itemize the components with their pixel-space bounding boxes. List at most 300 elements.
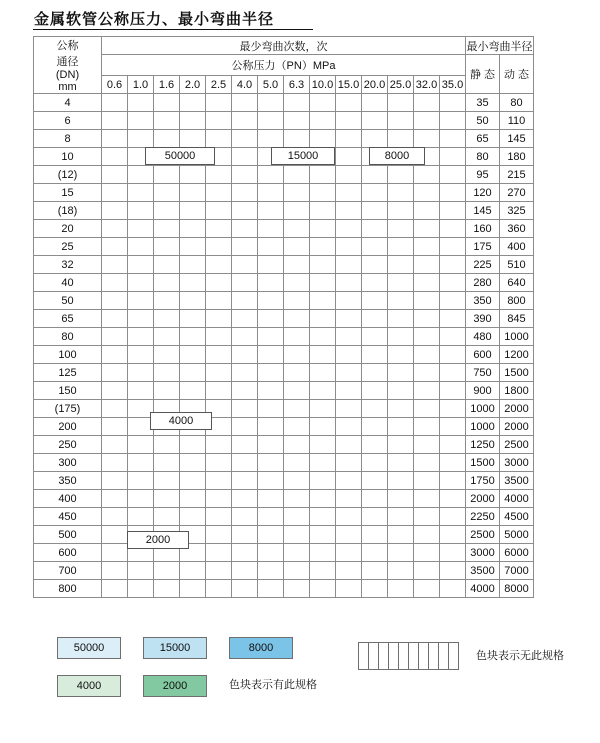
cell-r7-c13 xyxy=(440,220,466,238)
cell-r12-c3 xyxy=(180,310,206,328)
row-dynamic-radius: 1800 xyxy=(500,382,534,400)
table-row xyxy=(34,364,534,382)
cell-r7-c6 xyxy=(258,220,284,238)
cell-r16-c1 xyxy=(128,382,154,400)
cell-r0-c8 xyxy=(310,94,336,112)
row-dn: 65 xyxy=(34,310,102,328)
callout-4: 2000 xyxy=(127,531,189,549)
cell-r3-c9 xyxy=(336,148,362,166)
legend-box-50000: 50000 xyxy=(57,637,121,659)
cell-r11-c0 xyxy=(102,292,128,310)
row-dynamic-radius: 510 xyxy=(500,256,534,274)
cell-r8-c0 xyxy=(102,238,128,256)
cell-r26-c5 xyxy=(232,562,258,580)
cell-r6-c1 xyxy=(128,202,154,220)
cell-r0-c4 xyxy=(206,94,232,112)
row-static-radius: 120 xyxy=(466,184,500,202)
row-dynamic-radius: 400 xyxy=(500,238,534,256)
cell-r18-c11 xyxy=(388,418,414,436)
cell-r20-c6 xyxy=(258,454,284,472)
cell-r27-c2 xyxy=(154,580,180,598)
cell-r24-c9 xyxy=(336,526,362,544)
cell-r4-c0 xyxy=(102,166,128,184)
cell-r17-c11 xyxy=(388,400,414,418)
pressure-col-6: 5.0 xyxy=(258,76,284,94)
cell-r14-c4 xyxy=(206,346,232,364)
cell-r19-c11 xyxy=(388,436,414,454)
cell-r22-c6 xyxy=(258,490,284,508)
cell-r4-c9 xyxy=(336,166,362,184)
cell-r23-c4 xyxy=(206,508,232,526)
cell-r26-c6 xyxy=(258,562,284,580)
cell-r25-c4 xyxy=(206,544,232,562)
cell-r17-c10 xyxy=(362,400,388,418)
cell-r2-c9 xyxy=(336,130,362,148)
cell-r23-c13 xyxy=(440,508,466,526)
row-static-radius: 2500 xyxy=(466,526,500,544)
cell-r2-c7 xyxy=(284,130,310,148)
callout-1: 15000 xyxy=(271,147,335,165)
cell-r24-c4 xyxy=(206,526,232,544)
cell-r15-c11 xyxy=(388,364,414,382)
cell-r0-c0 xyxy=(102,94,128,112)
cell-r15-c5 xyxy=(232,364,258,382)
cell-r2-c13 xyxy=(440,130,466,148)
cell-r10-c0 xyxy=(102,274,128,292)
row-dynamic-radius: 2000 xyxy=(500,418,534,436)
cell-r23-c5 xyxy=(232,508,258,526)
cell-r0-c5 xyxy=(232,94,258,112)
cell-r12-c1 xyxy=(128,310,154,328)
cell-r11-c6 xyxy=(258,292,284,310)
cell-r20-c11 xyxy=(388,454,414,472)
cell-r20-c9 xyxy=(336,454,362,472)
cell-r23-c7 xyxy=(284,508,310,526)
cell-r16-c3 xyxy=(180,382,206,400)
row-static-radius: 2000 xyxy=(466,490,500,508)
cell-r9-c8 xyxy=(310,256,336,274)
cell-r21-c13 xyxy=(440,472,466,490)
row-dynamic-radius: 110 xyxy=(500,112,534,130)
table-row xyxy=(34,436,534,454)
cell-r20-c1 xyxy=(128,454,154,472)
cell-r22-c4 xyxy=(206,490,232,508)
legend-box-15000: 15000 xyxy=(143,637,207,659)
cell-r11-c12 xyxy=(414,292,440,310)
header-dn xyxy=(34,37,102,94)
cell-r10-c13 xyxy=(440,274,466,292)
cell-r9-c4 xyxy=(206,256,232,274)
cell-r6-c7 xyxy=(284,202,310,220)
row-dynamic-radius: 5000 xyxy=(500,526,534,544)
cell-r10-c8 xyxy=(310,274,336,292)
cell-r1-c12 xyxy=(414,112,440,130)
cell-r13-c11 xyxy=(388,328,414,346)
cell-r1-c10 xyxy=(362,112,388,130)
row-dn: (18) xyxy=(34,202,102,220)
cell-r15-c3 xyxy=(180,364,206,382)
cell-r21-c1 xyxy=(128,472,154,490)
cell-r1-c1 xyxy=(128,112,154,130)
row-dn: 150 xyxy=(34,382,102,400)
cell-r15-c1 xyxy=(128,364,154,382)
row-static-radius: 145 xyxy=(466,202,500,220)
pressure-col-4: 2.5 xyxy=(206,76,232,94)
callout-3: 4000 xyxy=(150,412,212,430)
cell-r9-c9 xyxy=(336,256,362,274)
cell-r12-c6 xyxy=(258,310,284,328)
cell-r2-c5 xyxy=(232,130,258,148)
cell-r14-c6 xyxy=(258,346,284,364)
cell-r11-c7 xyxy=(284,292,310,310)
cell-r17-c5 xyxy=(232,400,258,418)
cell-r20-c12 xyxy=(414,454,440,472)
cell-r11-c4 xyxy=(206,292,232,310)
row-static-radius: 4000 xyxy=(466,580,500,598)
cell-r2-c0 xyxy=(102,130,128,148)
callout-2: 8000 xyxy=(369,147,425,165)
row-static-radius: 2250 xyxy=(466,508,500,526)
cell-r7-c8 xyxy=(310,220,336,238)
cell-r18-c6 xyxy=(258,418,284,436)
cell-r11-c1 xyxy=(128,292,154,310)
cell-r12-c10 xyxy=(362,310,388,328)
row-static-radius: 1500 xyxy=(466,454,500,472)
cell-r22-c8 xyxy=(310,490,336,508)
table-row xyxy=(34,166,534,184)
cell-r6-c13 xyxy=(440,202,466,220)
cell-r5-c6 xyxy=(258,184,284,202)
cell-r1-c6 xyxy=(258,112,284,130)
cell-r1-c13 xyxy=(440,112,466,130)
cell-r7-c10 xyxy=(362,220,388,238)
cell-r24-c10 xyxy=(362,526,388,544)
row-dn: 450 xyxy=(34,508,102,526)
cell-r25-c9 xyxy=(336,544,362,562)
cell-r16-c10 xyxy=(362,382,388,400)
cell-r5-c1 xyxy=(128,184,154,202)
cell-r6-c4 xyxy=(206,202,232,220)
cell-r15-c7 xyxy=(284,364,310,382)
cell-r22-c7 xyxy=(284,490,310,508)
cell-r19-c4 xyxy=(206,436,232,454)
cell-r3-c13 xyxy=(440,148,466,166)
cell-r5-c2 xyxy=(154,184,180,202)
cell-r4-c10 xyxy=(362,166,388,184)
cell-r24-c11 xyxy=(388,526,414,544)
row-dn: 6 xyxy=(34,112,102,130)
cell-r10-c1 xyxy=(128,274,154,292)
cell-r8-c7 xyxy=(284,238,310,256)
row-static-radius: 350 xyxy=(466,292,500,310)
row-static-radius: 95 xyxy=(466,166,500,184)
row-static-radius: 65 xyxy=(466,130,500,148)
row-dynamic-radius: 325 xyxy=(500,202,534,220)
cell-r6-c9 xyxy=(336,202,362,220)
cell-r8-c8 xyxy=(310,238,336,256)
cell-r15-c12 xyxy=(414,364,440,382)
cell-r13-c9 xyxy=(336,328,362,346)
cell-r14-c11 xyxy=(388,346,414,364)
cell-r21-c4 xyxy=(206,472,232,490)
cell-r20-c7 xyxy=(284,454,310,472)
cell-r24-c5 xyxy=(232,526,258,544)
cell-r1-c7 xyxy=(284,112,310,130)
pressure-col-13: 35.0 xyxy=(440,76,466,94)
cell-r2-c11 xyxy=(388,130,414,148)
page-title: 金属软管公称压力、最小弯曲半径 xyxy=(34,11,275,28)
cell-r4-c3 xyxy=(180,166,206,184)
cell-r27-c4 xyxy=(206,580,232,598)
cell-r10-c6 xyxy=(258,274,284,292)
row-dynamic-radius: 800 xyxy=(500,292,534,310)
cell-r11-c2 xyxy=(154,292,180,310)
header-radius: 最小弯曲半径 xyxy=(466,37,534,55)
table-row xyxy=(34,292,534,310)
cell-r12-c0 xyxy=(102,310,128,328)
row-static-radius: 480 xyxy=(466,328,500,346)
cell-r19-c2 xyxy=(154,436,180,454)
cell-r26-c8 xyxy=(310,562,336,580)
cell-r23-c9 xyxy=(336,508,362,526)
cell-r2-c8 xyxy=(310,130,336,148)
cell-r13-c1 xyxy=(128,328,154,346)
cell-r1-c4 xyxy=(206,112,232,130)
cell-r8-c12 xyxy=(414,238,440,256)
row-dn: 8 xyxy=(34,130,102,148)
pressure-col-9: 15.0 xyxy=(336,76,362,94)
header-dn-line2: 通径 xyxy=(56,56,79,68)
row-static-radius: 390 xyxy=(466,310,500,328)
cell-r22-c1 xyxy=(128,490,154,508)
pressure-col-11: 25.0 xyxy=(388,76,414,94)
cell-r26-c13 xyxy=(440,562,466,580)
cell-r22-c5 xyxy=(232,490,258,508)
cell-r10-c11 xyxy=(388,274,414,292)
cell-r14-c2 xyxy=(154,346,180,364)
cell-r26-c9 xyxy=(336,562,362,580)
pressure-column-headers xyxy=(34,76,534,94)
row-dynamic-radius: 2000 xyxy=(500,400,534,418)
cell-r2-c1 xyxy=(128,130,154,148)
cell-r14-c0 xyxy=(102,346,128,364)
cell-r16-c6 xyxy=(258,382,284,400)
table-row xyxy=(34,94,534,112)
row-dynamic-radius: 4500 xyxy=(500,508,534,526)
cell-r17-c0 xyxy=(102,400,128,418)
cell-r8-c10 xyxy=(362,238,388,256)
cell-r21-c7 xyxy=(284,472,310,490)
cell-r4-c13 xyxy=(440,166,466,184)
cell-r21-c8 xyxy=(310,472,336,490)
cell-r18-c5 xyxy=(232,418,258,436)
row-dn: 80 xyxy=(34,328,102,346)
cell-r5-c11 xyxy=(388,184,414,202)
row-dynamic-radius: 3500 xyxy=(500,472,534,490)
cell-r5-c12 xyxy=(414,184,440,202)
cell-r14-c3 xyxy=(180,346,206,364)
cell-r13-c0 xyxy=(102,328,128,346)
cell-r4-c12 xyxy=(414,166,440,184)
cell-r15-c6 xyxy=(258,364,284,382)
row-dynamic-radius: 80 xyxy=(500,94,534,112)
cell-r12-c13 xyxy=(440,310,466,328)
cell-r25-c7 xyxy=(284,544,310,562)
cell-r2-c6 xyxy=(258,130,284,148)
cell-r22-c0 xyxy=(102,490,128,508)
table-row xyxy=(34,418,534,436)
cell-r27-c1 xyxy=(128,580,154,598)
row-static-radius: 750 xyxy=(466,364,500,382)
cell-r27-c10 xyxy=(362,580,388,598)
table-row xyxy=(34,382,534,400)
row-dn: 300 xyxy=(34,454,102,472)
cell-r4-c4 xyxy=(206,166,232,184)
cell-r10-c10 xyxy=(362,274,388,292)
row-static-radius: 1000 xyxy=(466,418,500,436)
header-static: 静 态 xyxy=(466,55,500,94)
cell-r13-c12 xyxy=(414,328,440,346)
cell-r9-c5 xyxy=(232,256,258,274)
cell-r11-c9 xyxy=(336,292,362,310)
cell-r2-c10 xyxy=(362,130,388,148)
cell-r12-c8 xyxy=(310,310,336,328)
table-row xyxy=(34,184,534,202)
cell-r16-c5 xyxy=(232,382,258,400)
cell-r16-c12 xyxy=(414,382,440,400)
cell-r23-c2 xyxy=(154,508,180,526)
cell-r5-c0 xyxy=(102,184,128,202)
cell-r25-c13 xyxy=(440,544,466,562)
cell-r9-c3 xyxy=(180,256,206,274)
cell-r0-c6 xyxy=(258,94,284,112)
cell-r4-c1 xyxy=(128,166,154,184)
pressure-col-8: 10.0 xyxy=(310,76,336,94)
cell-r12-c7 xyxy=(284,310,310,328)
cell-r27-c9 xyxy=(336,580,362,598)
cell-r26-c1 xyxy=(128,562,154,580)
cell-r24-c0 xyxy=(102,526,128,544)
row-static-radius: 160 xyxy=(466,220,500,238)
row-dynamic-radius: 180 xyxy=(500,148,534,166)
cell-r4-c2 xyxy=(154,166,180,184)
header-pressure: 公称压力（PN）MPa xyxy=(102,55,466,76)
cell-r18-c13 xyxy=(440,418,466,436)
row-dn: (12) xyxy=(34,166,102,184)
cell-r0-c7 xyxy=(284,94,310,112)
title-underline xyxy=(33,29,313,30)
cell-r13-c2 xyxy=(154,328,180,346)
cell-r5-c8 xyxy=(310,184,336,202)
cell-r19-c10 xyxy=(362,436,388,454)
row-static-radius: 1750 xyxy=(466,472,500,490)
cell-r25-c10 xyxy=(362,544,388,562)
cell-r5-c9 xyxy=(336,184,362,202)
cell-r2-c3 xyxy=(180,130,206,148)
cell-r18-c9 xyxy=(336,418,362,436)
cell-r8-c13 xyxy=(440,238,466,256)
table-header xyxy=(34,37,534,94)
table-row xyxy=(34,490,534,508)
cell-r13-c7 xyxy=(284,328,310,346)
cell-r27-c12 xyxy=(414,580,440,598)
cell-r9-c0 xyxy=(102,256,128,274)
row-static-radius: 35 xyxy=(466,94,500,112)
cell-r19-c0 xyxy=(102,436,128,454)
legend-blank-sample xyxy=(358,642,459,670)
row-static-radius: 225 xyxy=(466,256,500,274)
row-dn: 40 xyxy=(34,274,102,292)
cell-r5-c3 xyxy=(180,184,206,202)
cell-r27-c0 xyxy=(102,580,128,598)
callout-0: 50000 xyxy=(145,147,215,165)
cell-r14-c5 xyxy=(232,346,258,364)
cell-r11-c11 xyxy=(388,292,414,310)
cell-r10-c5 xyxy=(232,274,258,292)
cell-r12-c11 xyxy=(388,310,414,328)
cell-r23-c12 xyxy=(414,508,440,526)
header-dn-line1: 公称 xyxy=(56,40,79,52)
cell-r0-c9 xyxy=(336,94,362,112)
spec-table xyxy=(33,36,534,598)
cell-r9-c1 xyxy=(128,256,154,274)
cell-r26-c12 xyxy=(414,562,440,580)
row-dynamic-radius: 6000 xyxy=(500,544,534,562)
cell-r21-c12 xyxy=(414,472,440,490)
cell-r5-c4 xyxy=(206,184,232,202)
header-dn-line4: mm xyxy=(58,81,77,93)
table-row xyxy=(34,220,534,238)
cell-r13-c3 xyxy=(180,328,206,346)
cell-r22-c12 xyxy=(414,490,440,508)
cell-r6-c2 xyxy=(154,202,180,220)
cell-r13-c4 xyxy=(206,328,232,346)
row-dynamic-radius: 7000 xyxy=(500,562,534,580)
cell-r27-c7 xyxy=(284,580,310,598)
cell-r26-c3 xyxy=(180,562,206,580)
row-static-radius: 3500 xyxy=(466,562,500,580)
cell-r26-c4 xyxy=(206,562,232,580)
row-dynamic-radius: 8000 xyxy=(500,580,534,598)
cell-r4-c11 xyxy=(388,166,414,184)
cell-r15-c13 xyxy=(440,364,466,382)
cell-r17-c8 xyxy=(310,400,336,418)
row-static-radius: 80 xyxy=(466,148,500,166)
cell-r9-c6 xyxy=(258,256,284,274)
table-row xyxy=(34,544,534,562)
cell-r9-c13 xyxy=(440,256,466,274)
cell-r1-c8 xyxy=(310,112,336,130)
cell-r1-c3 xyxy=(180,112,206,130)
cell-r25-c12 xyxy=(414,544,440,562)
cell-r4-c5 xyxy=(232,166,258,184)
row-static-radius: 1250 xyxy=(466,436,500,454)
cell-r19-c12 xyxy=(414,436,440,454)
cell-r20-c0 xyxy=(102,454,128,472)
legend-box-2000: 2000 xyxy=(143,675,207,697)
row-dn: 200 xyxy=(34,418,102,436)
cell-r6-c12 xyxy=(414,202,440,220)
row-static-radius: 900 xyxy=(466,382,500,400)
pressure-col-1: 1.0 xyxy=(128,76,154,94)
row-dynamic-radius: 145 xyxy=(500,130,534,148)
cell-r8-c2 xyxy=(154,238,180,256)
cell-r6-c5 xyxy=(232,202,258,220)
row-dn: (175) xyxy=(34,400,102,418)
cell-r17-c6 xyxy=(258,400,284,418)
cell-r1-c9 xyxy=(336,112,362,130)
row-dn: 500 xyxy=(34,526,102,544)
